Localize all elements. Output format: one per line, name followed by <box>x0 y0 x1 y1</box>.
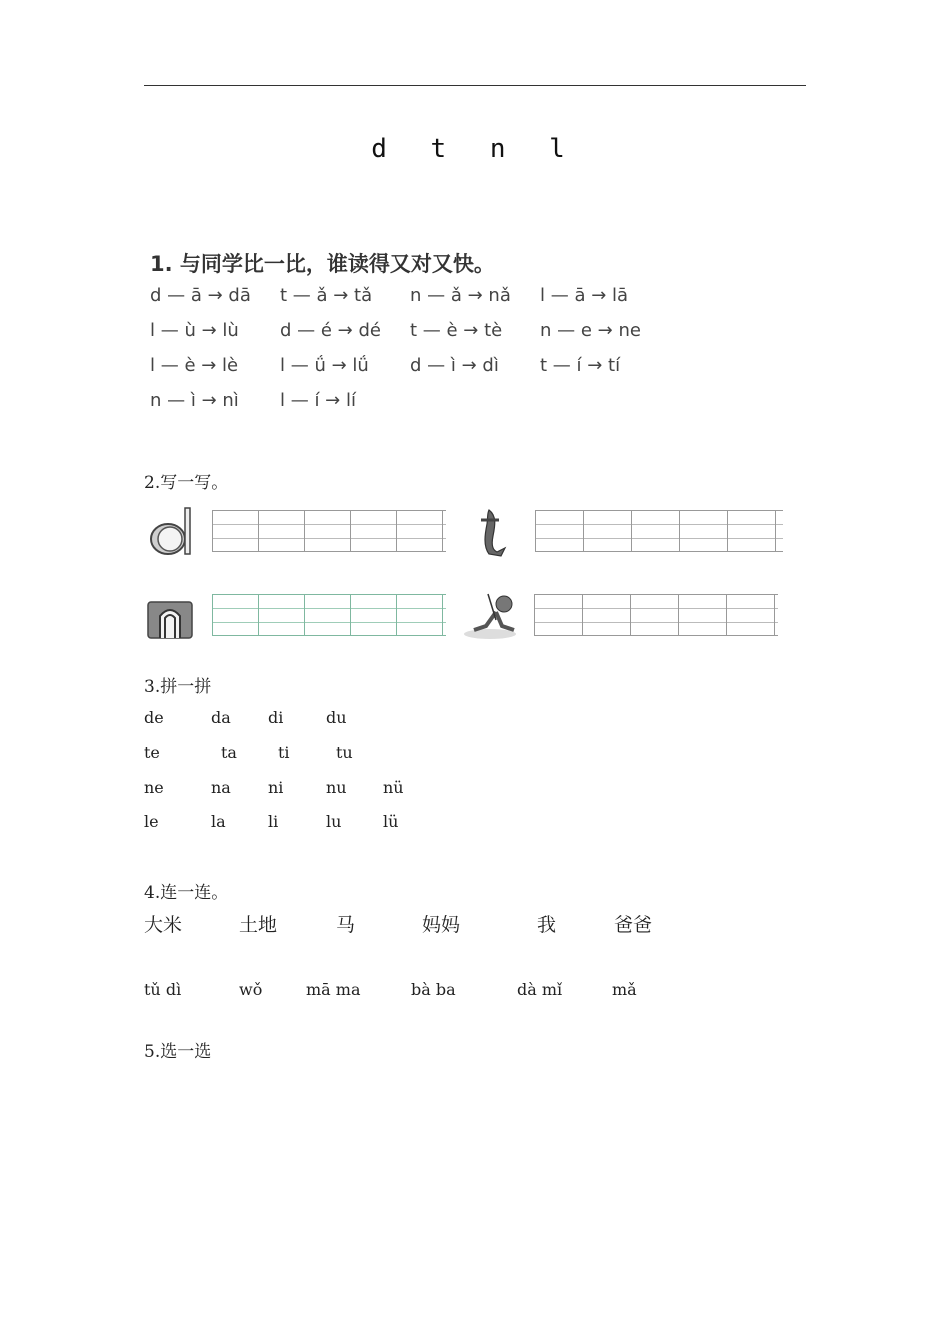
pinyin-item: l — ǘ → lǘ <box>280 355 369 376</box>
pinyin-item: n — e → ne <box>540 320 641 341</box>
top-rule <box>144 85 806 86</box>
child-icon <box>462 592 520 640</box>
syllable: du <box>326 708 347 727</box>
syllable: de <box>144 708 164 727</box>
pinyin-row-4 <box>150 390 410 411</box>
pinyin-answer[interactable]: mǎ <box>612 980 637 999</box>
pinyin-item: l — í → lí <box>280 390 356 411</box>
syllable: ta <box>221 743 237 762</box>
word[interactable]: 我 <box>537 914 557 936</box>
syllable: lü <box>383 812 399 831</box>
syllable: ti <box>278 743 290 762</box>
syllable: nü <box>383 778 404 797</box>
syllable: tu <box>336 743 353 762</box>
pinyin-row-1 <box>150 285 670 306</box>
pinyin-item: t — è → tè <box>410 320 503 341</box>
pinyin-item: d — é → dé <box>280 320 381 341</box>
syllable: la <box>211 812 226 831</box>
pinyin-item: l — è → lè <box>150 355 239 376</box>
drum-icon <box>148 506 196 556</box>
pinyin-item: t — ǎ → tǎ <box>280 285 373 306</box>
word[interactable]: 土地 <box>239 914 278 936</box>
syllable: na <box>211 778 231 797</box>
writing-grid-t[interactable] <box>535 510 783 552</box>
pinyin-answer[interactable]: bà ba <box>411 980 456 999</box>
section-3-heading: 3.拼一拼 <box>144 677 212 697</box>
writing-grid-n[interactable] <box>212 594 446 636</box>
syllable: di <box>268 708 284 727</box>
syllable: ne <box>144 778 164 797</box>
word[interactable]: 爸爸 <box>614 914 653 936</box>
writing-grid-l[interactable] <box>534 594 778 636</box>
pinyin-item: n — ì → nì <box>150 390 239 411</box>
door-icon <box>146 600 194 640</box>
syllable: ni <box>268 778 284 797</box>
fish-icon <box>475 506 515 558</box>
pinyin-item: l — ā → lā <box>540 285 629 306</box>
pinyin-answer[interactable]: tǔ dì <box>144 980 182 999</box>
pinyin-answer[interactable]: dà mǐ <box>517 980 563 999</box>
pinyin-answer[interactable]: mā ma <box>306 980 361 999</box>
writing-grid-d[interactable] <box>212 510 446 552</box>
syllable: li <box>268 812 279 831</box>
pinyin-item: n — ǎ → nǎ <box>410 285 511 306</box>
pinyin-item: d — ā → dā <box>150 285 251 306</box>
syllable: lu <box>326 812 342 831</box>
pinyin-item: d — ì → dì <box>410 355 499 376</box>
section-5-heading: 5.选一选 <box>144 1042 212 1062</box>
word[interactable]: 妈妈 <box>422 914 461 936</box>
pinyin-row-2 <box>150 320 670 341</box>
syllable: te <box>144 743 160 762</box>
section-1-heading: 1. 与同学比一比，谁读得又对又快。 <box>150 252 495 276</box>
pinyin-answer[interactable]: wǒ <box>239 980 263 999</box>
word[interactable]: 马 <box>336 914 356 936</box>
section-2-heading: 2.写一写。 <box>144 473 229 493</box>
page-title: d t n l <box>371 134 579 164</box>
pinyin-row-3 <box>150 355 670 376</box>
syllable: da <box>211 708 231 727</box>
syllable: le <box>144 812 159 831</box>
section-4-heading: 4.连一连。 <box>144 883 229 903</box>
pinyin-item: t — í → tí <box>540 355 621 376</box>
pinyin-item: l — ù → lù <box>150 320 239 341</box>
syllable: nu <box>326 778 347 797</box>
word[interactable]: 大米 <box>144 914 183 936</box>
